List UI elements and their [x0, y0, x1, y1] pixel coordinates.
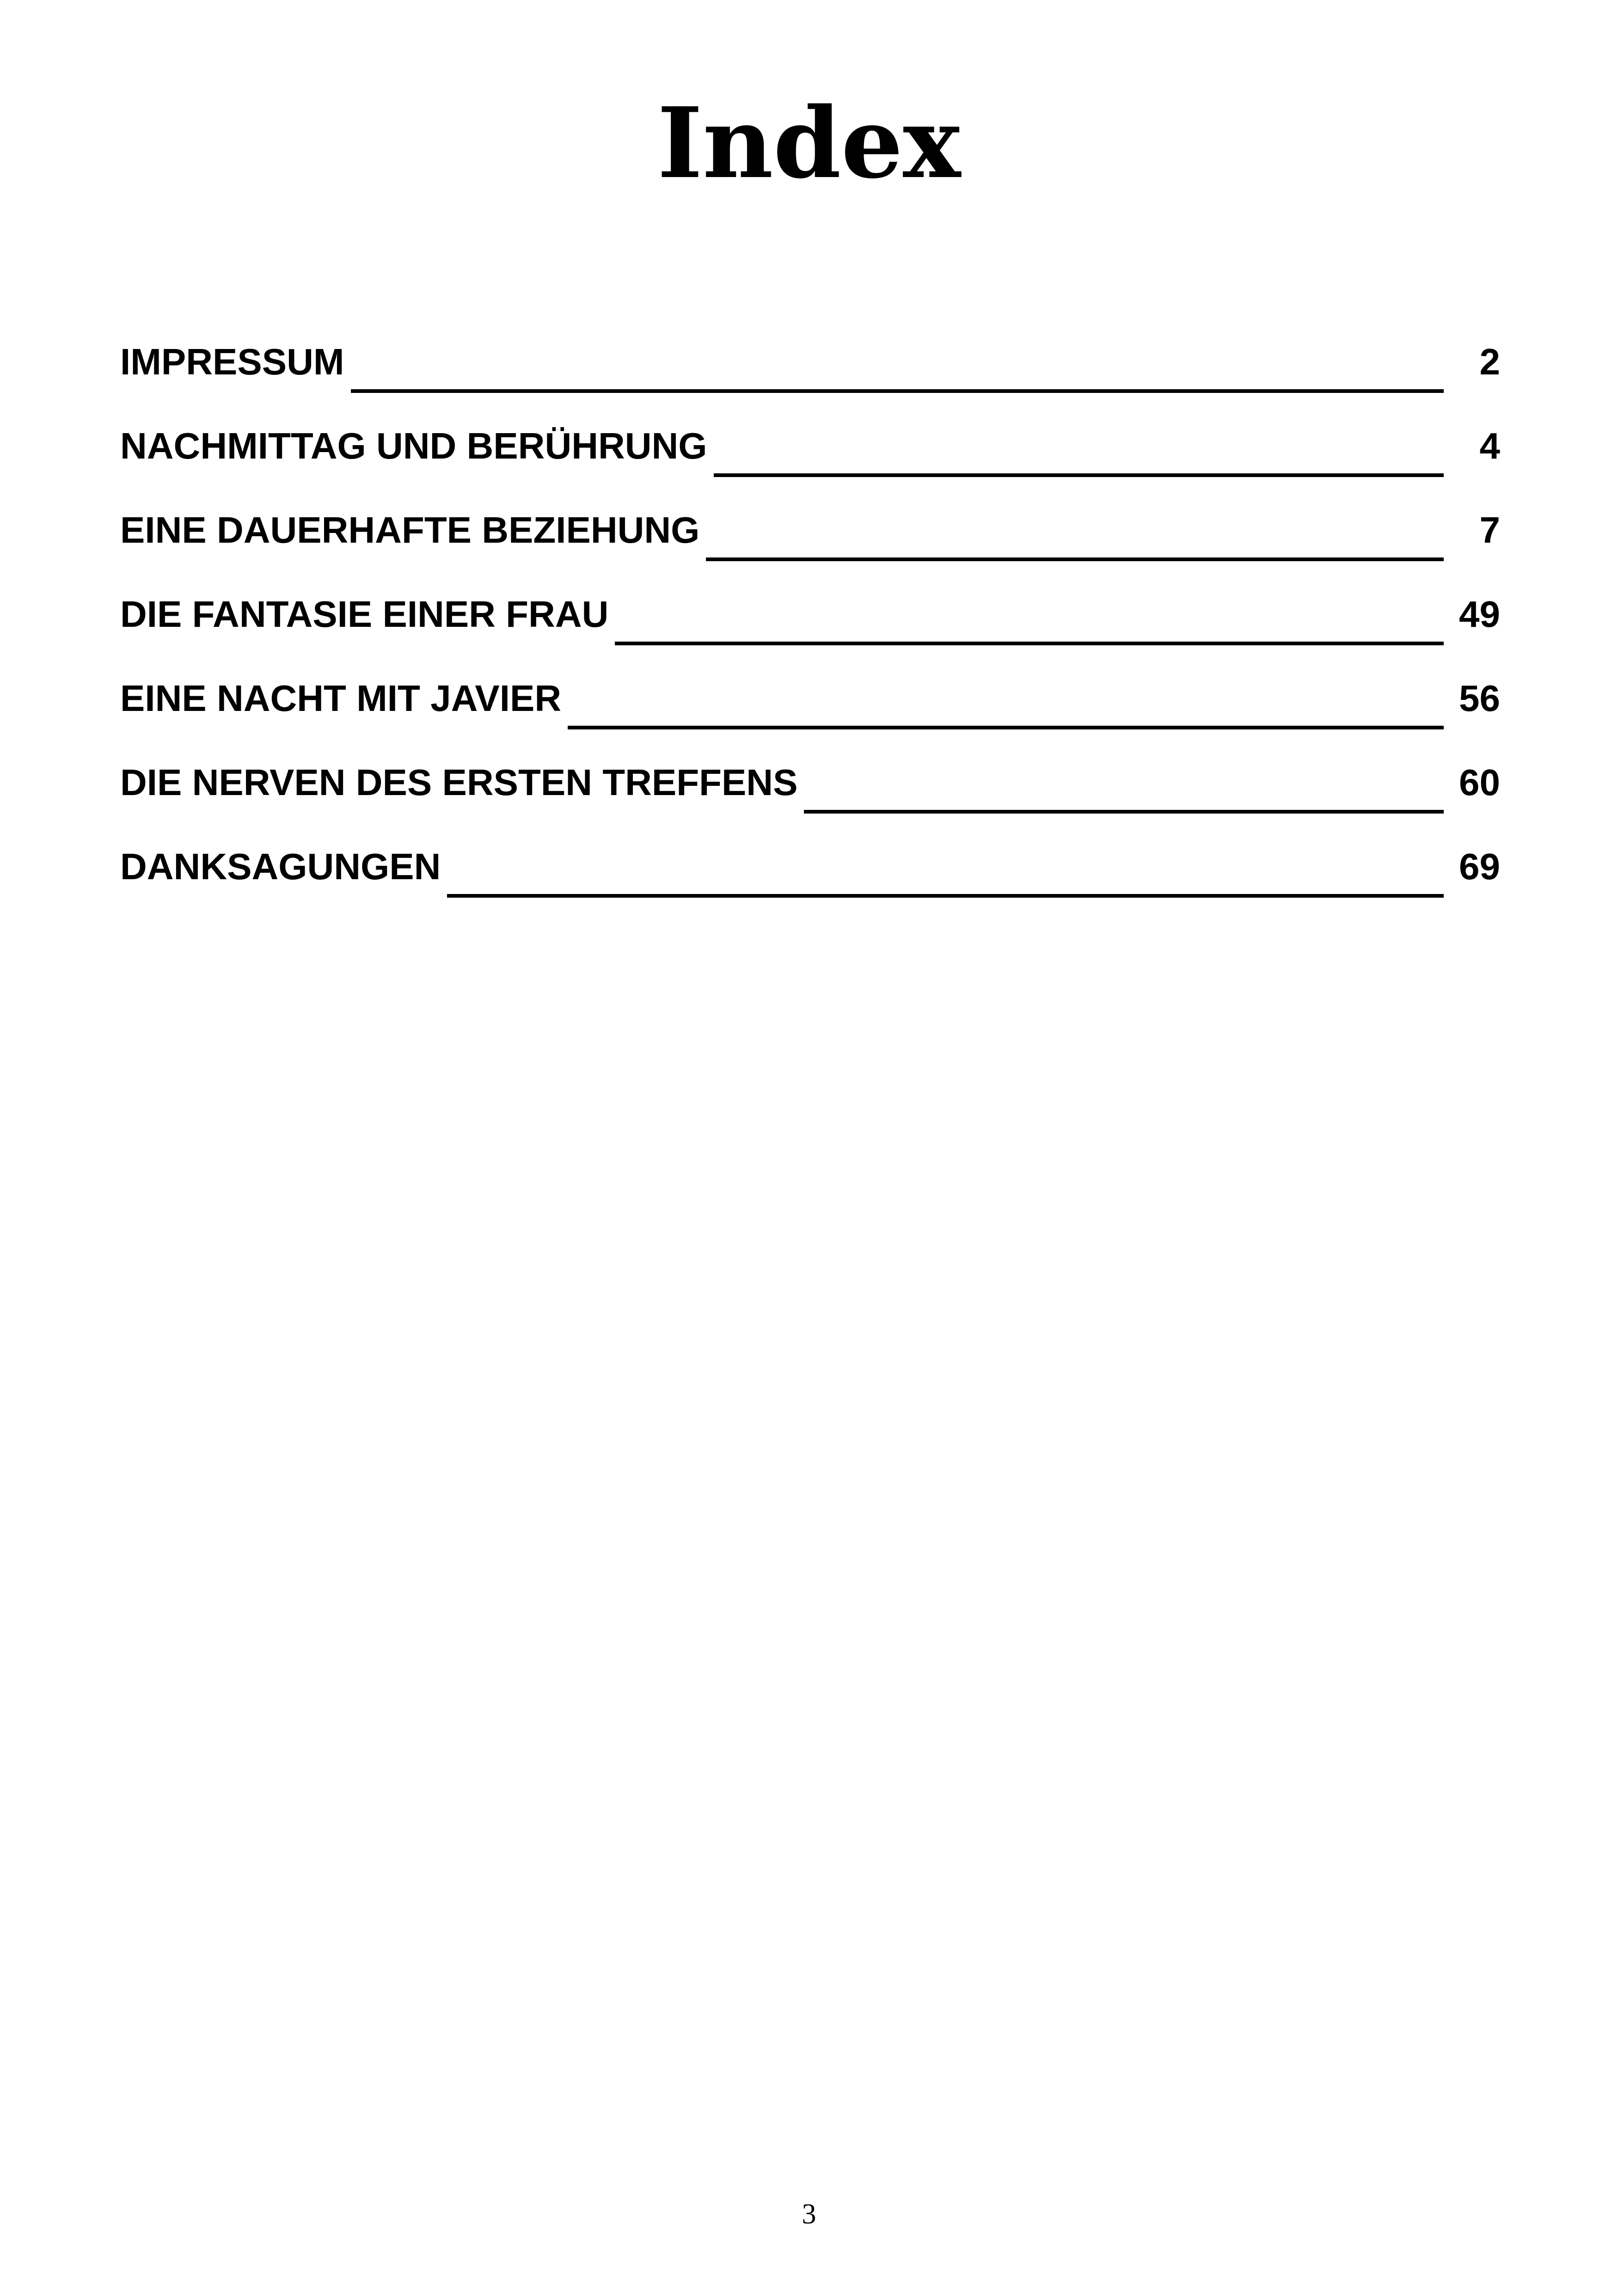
toc-leader-line: [804, 810, 1444, 814]
page-title: Index: [657, 86, 961, 200]
toc-leader-line: [615, 642, 1444, 645]
toc-leader-line: [568, 726, 1444, 729]
toc-entry-page: 7: [1479, 509, 1500, 551]
toc-entry-page: 56: [1459, 678, 1500, 719]
toc-leader-line: [351, 389, 1444, 393]
page-number: 3: [802, 2198, 816, 2230]
toc-entry-danksagungen[interactable]: [120, 832, 1500, 916]
toc-entry-die-nerven-des-ersten-treffens[interactable]: [120, 748, 1500, 832]
toc-entry-label: NACHMITTAG UND BERÜHRUNG: [120, 425, 707, 466]
toc-entry-page: 4: [1479, 425, 1500, 466]
toc-entry-label: EINE NACHT MIT JAVIER: [120, 678, 562, 719]
toc-entry-page: 2: [1479, 341, 1500, 382]
toc-entry-label: DIE FANTASIE EINER FRAU: [120, 594, 609, 635]
toc-leader-line: [447, 894, 1444, 898]
toc-entry-label: DIE NERVEN DES ERSTEN TREFFENS: [120, 762, 798, 803]
table-of-contents: [120, 327, 1500, 916]
toc-entry-page: 49: [1459, 594, 1500, 635]
toc-leader-line: [706, 557, 1444, 561]
toc-entry-page: 69: [1459, 846, 1500, 887]
toc-entry-eine-dauerhafte-beziehung[interactable]: [120, 496, 1500, 580]
toc-entry-nachmittag-und-beruehrung[interactable]: [120, 411, 1500, 496]
toc-entry-impressum[interactable]: [120, 327, 1500, 411]
toc-entry-page: 60: [1459, 762, 1500, 803]
toc-entry-label: IMPRESSUM: [120, 341, 344, 382]
toc-leader-line: [714, 473, 1444, 477]
toc-entry-label: EINE DAUERHAFTE BEZIEHUNG: [120, 509, 700, 551]
toc-entry-label: DANKSAGUNGEN: [120, 846, 441, 887]
toc-entry-die-fantasie-einer-frau[interactable]: [120, 580, 1500, 664]
toc-entry-eine-nacht-mit-javier[interactable]: [120, 664, 1500, 748]
